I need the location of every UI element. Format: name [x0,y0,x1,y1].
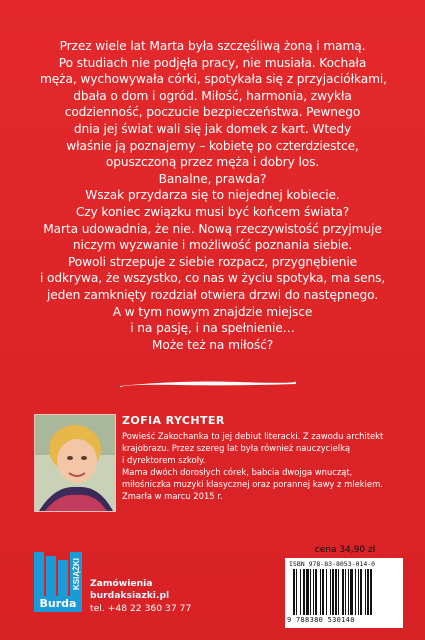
blurb-text [40,38,385,353]
author-photo [34,414,116,512]
barcode-bar [303,569,305,615]
blurb-line: Wszak przydarza się to niejednej kobiecie. [85,188,340,203]
barcode-bar [300,569,301,615]
blurb-line: Może też na miłość? [151,337,274,352]
barcode-bar [370,569,372,615]
author-name: ZOFIA RYCHTER [122,414,225,427]
orders-title: Zamówienia [90,578,153,589]
barcode-bar [335,569,337,615]
barcode-icon [291,569,397,615]
barcode-bar [296,569,297,615]
blurb-line: Banalne, prawda? [158,171,267,186]
isbn-barcode [285,558,403,628]
blurb-line: właśnie ją poznajemy – kobietę po czterdziestce, [66,138,359,153]
bio-line: Zmarła w marcu 2015 r. [122,491,223,501]
blurb-line: dnia jej świat wali się jak domek z kart. Wtedy [73,121,352,136]
barcode-bar [365,569,366,615]
isbn-number: ISBN 978-83-8053-014-0 [289,560,376,568]
barcode-bar [345,569,346,615]
author-bio [122,430,402,502]
blurb-line: jeden zamknięty rozdział otwiera drzwi do następnego. [46,287,379,302]
publisher-phone: tel. +48 22 360 37 77 [90,602,192,614]
blurb-line: dbała o dom i ogród. Miłość, harmonia, zwykła [73,88,352,103]
blurb-line: Przez wiele lat Marta była szczęśliwą żoną i mamą. [59,39,366,53]
blurb-line: i odkrywa, że wszystko, co nas w życiu spotyka, ma sens, [40,271,386,286]
barcode-bar [367,569,369,615]
bio-line: Mama dwóch dorosłych córek, babcia dwojga wnucząt, [122,467,353,477]
blurb-line: opuszczoną przez męża i dobry los. [105,155,320,170]
barcode-bar [326,569,327,615]
blurb-line: Po studiach nie podjęła pracy, nie musiała. Kochała [58,55,367,70]
barcode-bar [330,569,331,615]
order-info [90,578,191,615]
barcode-bar [322,569,324,615]
barcode-bar [358,569,359,615]
blurb-line: Powoli strzepuje z siebie rozpacz, przygnębienie [67,254,358,269]
barcode-bar [310,569,311,615]
logo-vertical-text: KSIĄŻKI [72,558,81,590]
bio-line: miłośniczka muzyki klasycznej oraz porannej kawy z mlekiem. [122,479,383,489]
blurb-line: męża, wychowywała córki, spotykała się z przyjaciółkami, [40,72,387,87]
barcode-bar [350,569,353,615]
barcode-bar [306,569,309,615]
logo-wordmark: Burda [34,596,82,612]
blurb-line: Czy koniec związku musi być końcem świata? [75,204,350,219]
barcode-bar [315,569,317,615]
blurb-line: i na pasję, i na spełnienie… [130,321,295,336]
barcode-bar [293,569,295,615]
blurb-line: niczym wyzwanie i możliwość poznania siebie. [72,238,353,253]
bio-line: Powieść Zakochanka to jej debiut literacki. Z zawodu architekt [122,431,384,441]
barcode-bar [313,569,314,615]
barcode-bar [320,569,321,615]
barcode-bar [348,569,349,615]
barcode-bar [338,569,339,615]
blurb-line: Marta udowadnia, że nie. Nową rzeczywistość przyjmuje [43,221,382,236]
bio-line: i dyrektorem szkoły. [122,455,206,465]
barcode-bar [355,569,356,615]
price-label: cena 34,90 zł [314,545,376,555]
publisher-website-link[interactable]: burdaksiazki.pl [90,590,170,602]
barcode-bar [360,569,362,615]
blurb-line: codzienność, poczucie bezpieczeństwa. Pewnego [64,105,361,120]
bio-line: krajobrazu. Przez szereg lat była również nauczycielką [122,443,351,453]
barcode-bar [342,569,344,615]
barcode-bar [332,569,334,615]
blurb-line: A w tym nowym znajdzie miejsce [112,304,313,319]
barcode-digits: 9 788380 530140 [287,616,355,624]
decorative-swoosh [118,378,298,390]
